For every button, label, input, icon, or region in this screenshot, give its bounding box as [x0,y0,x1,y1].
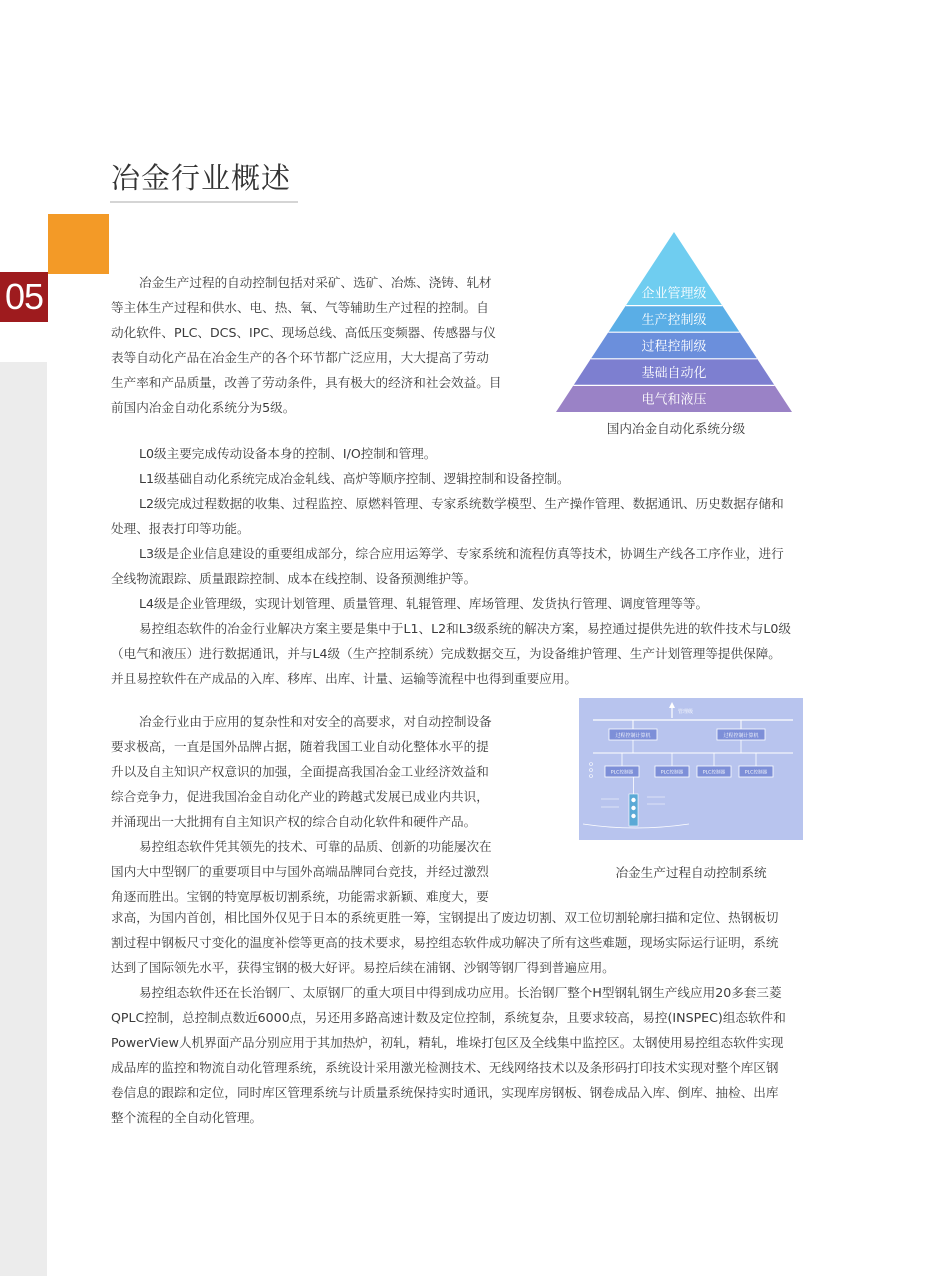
text-line: 并涌现出一大批拥有自主知识产权的综合自动化软件和硬件产品。 [111,814,477,829]
indicator-icon [590,769,593,772]
text-line: 综合竞争力，促进我国冶金自动化产业的跨越式发展已成业内共识， [111,789,489,804]
industry-paragraph [111,709,531,909]
text-line: 表等自动化产品在冶金生产的各个环节都广泛应用，大大提高了劳动 [111,350,489,365]
text-line: 要求极高，一直是国外品牌占据，随着我国工业自动化整体水平的提 [111,739,489,754]
roller-icon [631,798,635,802]
text-line: L2级完成过程数据的收集、过程监控、原燃料管理、专家系统数学模型、生产操作管理、数据通讯、历史数据存储和 [139,496,784,511]
plc-label: PLC控制器 [610,770,634,776]
text-line: 前国内冶金自动化系统分为5级。 [111,400,296,415]
indicator-icon [590,763,593,766]
process-computer-label: 过程控制计算机 [723,733,759,739]
process-control-diagram [579,698,803,840]
text-line: 成品库的监控和物流自动化管理系统，系统设计采用激光检测技术、无线网络技术以及条形码打印技术实现对整个库区钢 [111,1060,779,1075]
text-line: 角逐而胜出。宝钢的特宽厚板切割系统，功能需求新颖、难度大，要 [111,889,489,904]
indicator-icon [590,775,593,778]
roller-icon [631,814,635,818]
page-number: 05 [0,272,48,322]
diagram-caption: 冶金生产过程自动控制系统 [615,865,767,880]
text-line: 易控组态软件凭其领先的技术、可靠的品质、创新的功能屡次在 [139,839,492,854]
text-line: QPLC控制，总控制点数近6000点，另还用多路高速计数及定位控制，系统复杂，且要求较高，易控(INSPEC)组态软件和 [111,1010,786,1025]
plc-label: PLC控制器 [660,770,684,776]
pyramid-level-label: 生产控制级 [641,312,707,328]
text-line: 国内大中型钢厂的重要项目中与国外高端品牌同台竞技，并经过激烈 [111,864,489,879]
text-line: 达到了国际领先水平，获得宝钢的极大好评。易控后续在浦钢、沙钢等钢厂得到普遍应用。 [111,960,615,975]
text-line: 升以及自主知识产权意识的加强，全面提高我国冶金工业经济效益和 [111,764,489,779]
automation-levels-pyramid [556,232,792,412]
text-line: 易控组态软件的冶金行业解决方案主要是集中于L1、L2和L3级系统的解决方案，易控通过提供先进的软件技术与L0级 [139,621,792,636]
plc-group [605,753,773,794]
baosteel-paragraph [111,905,853,1130]
text-line: 整个流程的全自动化管理。 [111,1110,263,1125]
pyramid-level-label: 基础自动化 [641,366,707,382]
text-line: 动化软件、PLC、DCS、IPC、现场总线、高低压变频器、传感器与仪 [111,325,496,340]
text-line: 并且易控软件在产成品的入库、移库、出库、计量、运输等流程中也得到重要应用。 [111,671,577,686]
pyramid-level-label: 过程控制级 [641,339,707,355]
page-title: 冶金行业概述 [111,161,292,195]
text-line: 全线物流跟踪、质量跟踪控制、成本在线控制、设备预测维护等。 [111,571,477,586]
diagram-top-label: 管理级 [678,709,694,715]
pyramid-caption: 国内冶金自动化系统分级 [606,421,746,436]
text-line: L0级主要完成传动设备本身的控制、I/O控制和管理。 [139,446,437,461]
text-line: PowerView人机界面产品分别应用于其加热炉，初轧，精轧，堆垛打包区及全线集中监控区。太钢使用易控组态软件实现 [111,1035,784,1050]
plc-label: PLC控制器 [744,770,768,776]
plc-label: PLC控制器 [702,770,726,776]
up-arrow-head-icon [669,702,675,708]
text-line: L1级基础自动化系统完成冶金轧线、高炉等顺序控制、逻辑控制和设备控制。 [139,471,570,486]
intro-paragraph [111,270,531,420]
pyramid-level-label: 企业管理级 [641,286,707,302]
levels-description [111,441,853,691]
roller-icon [631,806,635,810]
text-line: L3级是企业信息建设的重要组成部分，综合应用运筹学、专家系统和流程仿真等技术，协调生产线各工序作业，进行 [139,546,784,561]
title-underline [110,201,298,203]
left-gray-strip [0,362,47,1276]
text-line: 等主体生产过程和供水、电、热、氧、气等辅助生产过程的控制。自 [111,300,489,315]
orange-accent-block [48,214,109,274]
text-line: （电气和液压）进行数据通讯，并与L4级（生产控制系统）完成数据交互，为设备维护管理、生产计划管理等提供保障。 [111,646,781,661]
text-line: 生产率和产品质量，改善了劳动条件，具有极大的经济和社会效益。目 [111,375,502,390]
process-computer-label: 过程控制计算机 [615,733,651,739]
text-line: 冶金生产过程的自动控制包括对采矿、选矿、冶炼、浇铸、轧材 [139,275,492,290]
pyramid-level-label: 电气和液压 [641,392,707,408]
text-line: 易控组态软件还在长治钢厂、太原钢厂的重大项目中得到成功应用。长治钢厂整个H型钢轧钢生产线应用20多套三菱 [139,985,782,1000]
text-line: 处理、报表打印等功能。 [111,521,250,536]
text-line: 割过程中钢板尺寸变化的温度补偿等更高的技术要求，易控组态软件成功解决了所有这些难题，现场实际运行证明，系统 [111,935,779,950]
text-line: 求高，为国内首创，相比国外仅见于日本的系统更胜一筹，宝钢提出了废边切割、双工位切割轮廓扫描和定位、热钢板切 [111,910,779,925]
text-line: 卷信息的跟踪和定位，同时库区管理系统与计质量系统保持实时通讯，实现库房钢板、钢卷成品入库、倒库、抽检、出库 [111,1085,779,1100]
text-line: L4级是企业管理级，实现计划管理、质量管理、轧辊管理、库场管理、发货执行管理、调度管理等等。 [139,596,709,611]
text-line: 冶金行业由于应用的复杂性和对安全的高要求，对自动控制设备 [139,714,492,729]
